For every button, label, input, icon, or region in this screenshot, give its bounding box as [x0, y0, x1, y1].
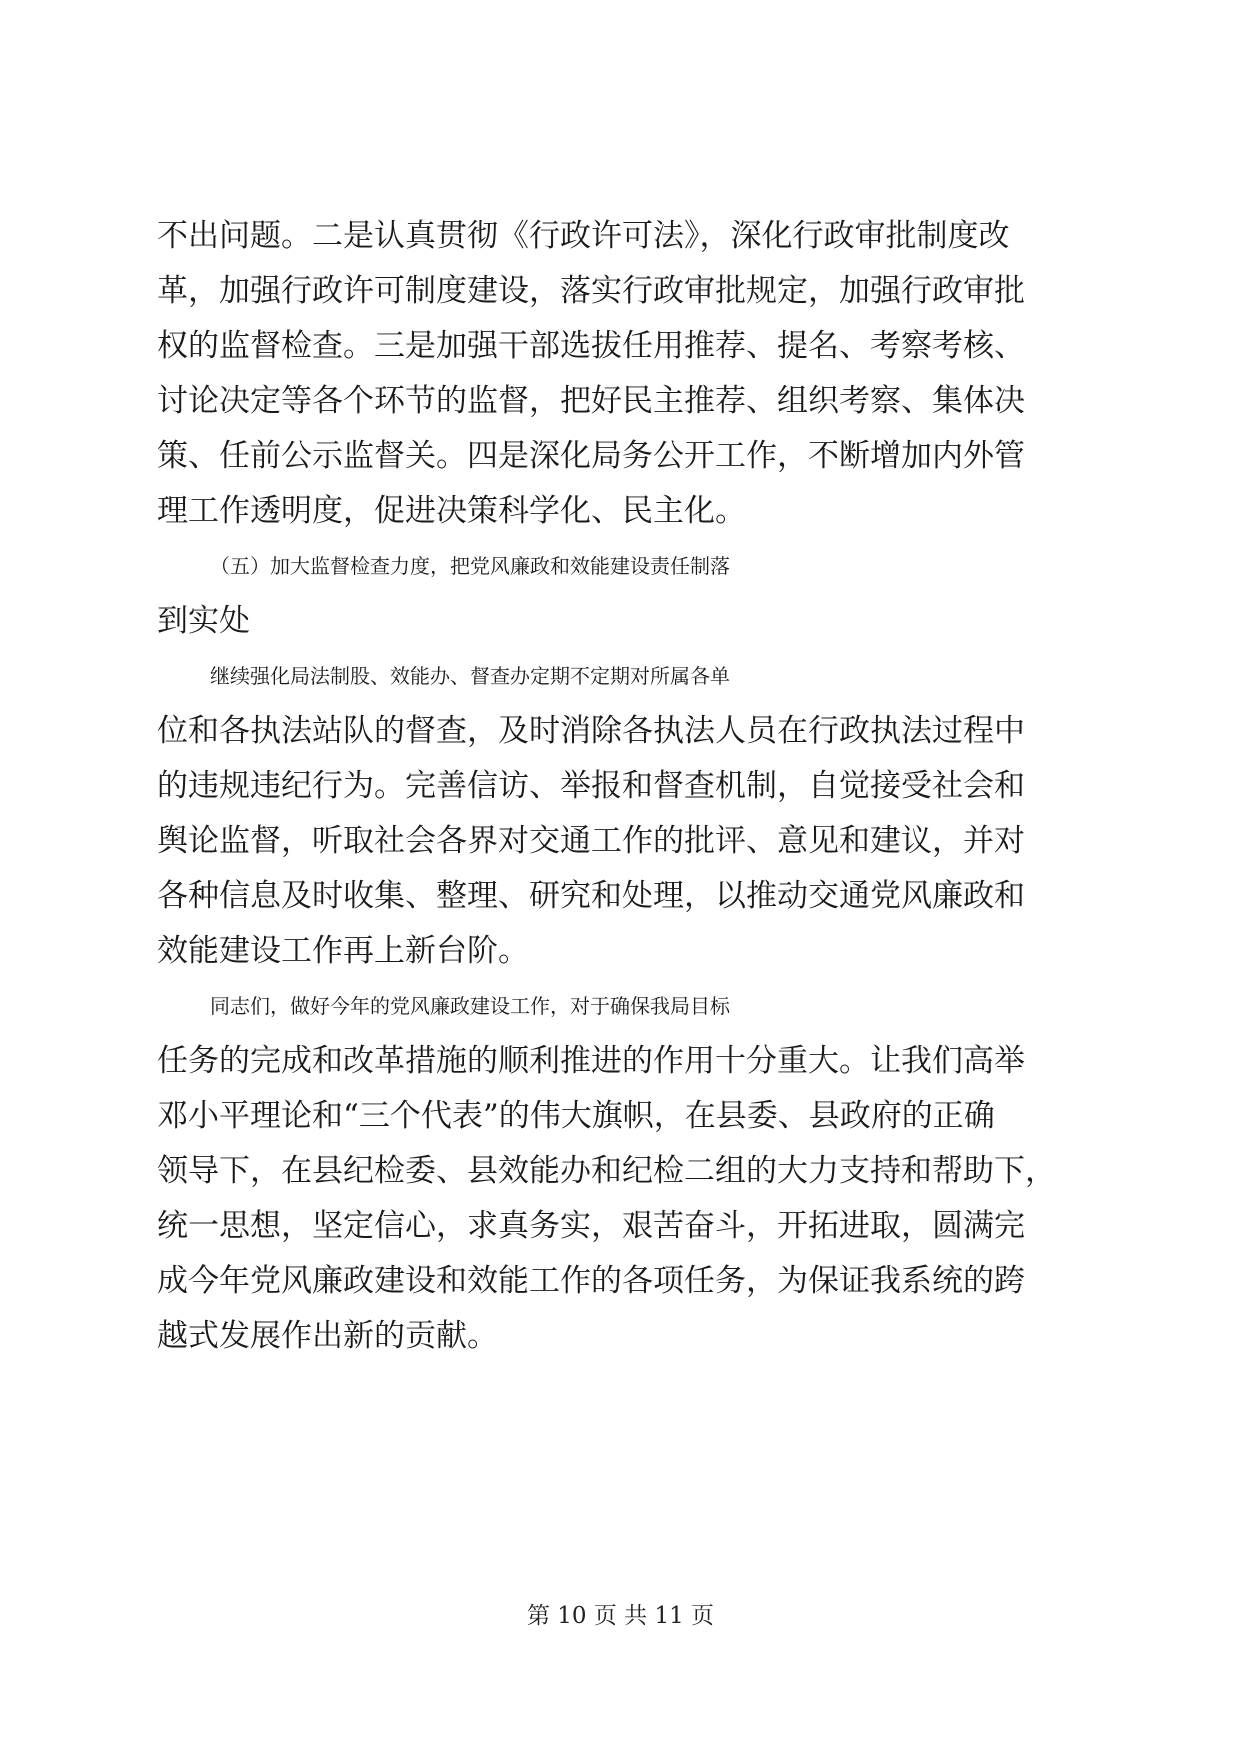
paragraph-line: 领导下，在县纪检委、县效能办和纪检二组的大力支持和帮助下，: [157, 1153, 1056, 1189]
paragraph-line: 策、任前公示监督关。四是深化局务公开工作，不断增加内外管: [157, 438, 1025, 474]
paragraph-line: 越式发展作出新的贡献。: [157, 1318, 498, 1354]
paragraph-line: 权的监督检查。三是加强干部选拔任用推荐、提名、考察考核、: [157, 328, 1025, 364]
paragraph-line: 理工作透明度，促进决策科学化、民主化。: [157, 493, 746, 529]
paragraph-line: 邓小平理论和“三个代表”的伟大旗帜，在县委、县政府的正确: [157, 1098, 995, 1134]
paragraph-line: 任务的完成和改革措施的顺利推进的作用十分重大。让我们高举: [157, 1043, 1025, 1079]
paragraph-line: 同志们，做好今年的党风廉政建设工作，对于确保我局目标: [210, 994, 730, 1018]
paragraph-line: 成今年党风廉政建设和效能工作的各项任务，为保证我系统的跨: [157, 1263, 1025, 1299]
section-heading-line: （五）加大监督检查力度，把党风廉政和效能建设责任制落: [210, 554, 730, 578]
paragraph-line: 位和各执法站队的督查，及时消除各执法人员在行政执法过程中: [157, 713, 1025, 749]
paragraph-line: 革，加强行政许可制度建设，落实行政审批规定，加强行政审批: [157, 273, 1025, 309]
paragraph-line: 舆论监督，听取社会各界对交通工作的批评、意见和建议，并对: [157, 823, 1025, 859]
paragraph-line: 统一思想，坚定信心，求真务实，艰苦奋斗，开拓进取，圆满完: [157, 1208, 1025, 1244]
paragraph-line: 的违规违纪行为。完善信访、举报和督查机制，自觉接受社会和: [157, 768, 1025, 804]
paragraph-line: 各种信息及时收集、整理、研究和处理，以推动交通党风廉政和: [157, 878, 1025, 914]
page-number-footer: 第 10 页 共 11 页: [526, 1603, 715, 1629]
paragraph-line: 讨论决定等各个环节的监督，把好民主推荐、组织考察、集体决: [157, 383, 1025, 419]
paragraph-line: 不出问题。二是认真贯彻《行政许可法》，深化行政审批制度改: [157, 218, 1010, 254]
paragraph-line: 效能建设工作再上新台阶。: [157, 933, 529, 969]
section-heading-line: 到实处: [157, 603, 250, 639]
paragraph-line: 继续强化局法制股、效能办、督查办定期不定期对所属各单: [210, 664, 730, 688]
